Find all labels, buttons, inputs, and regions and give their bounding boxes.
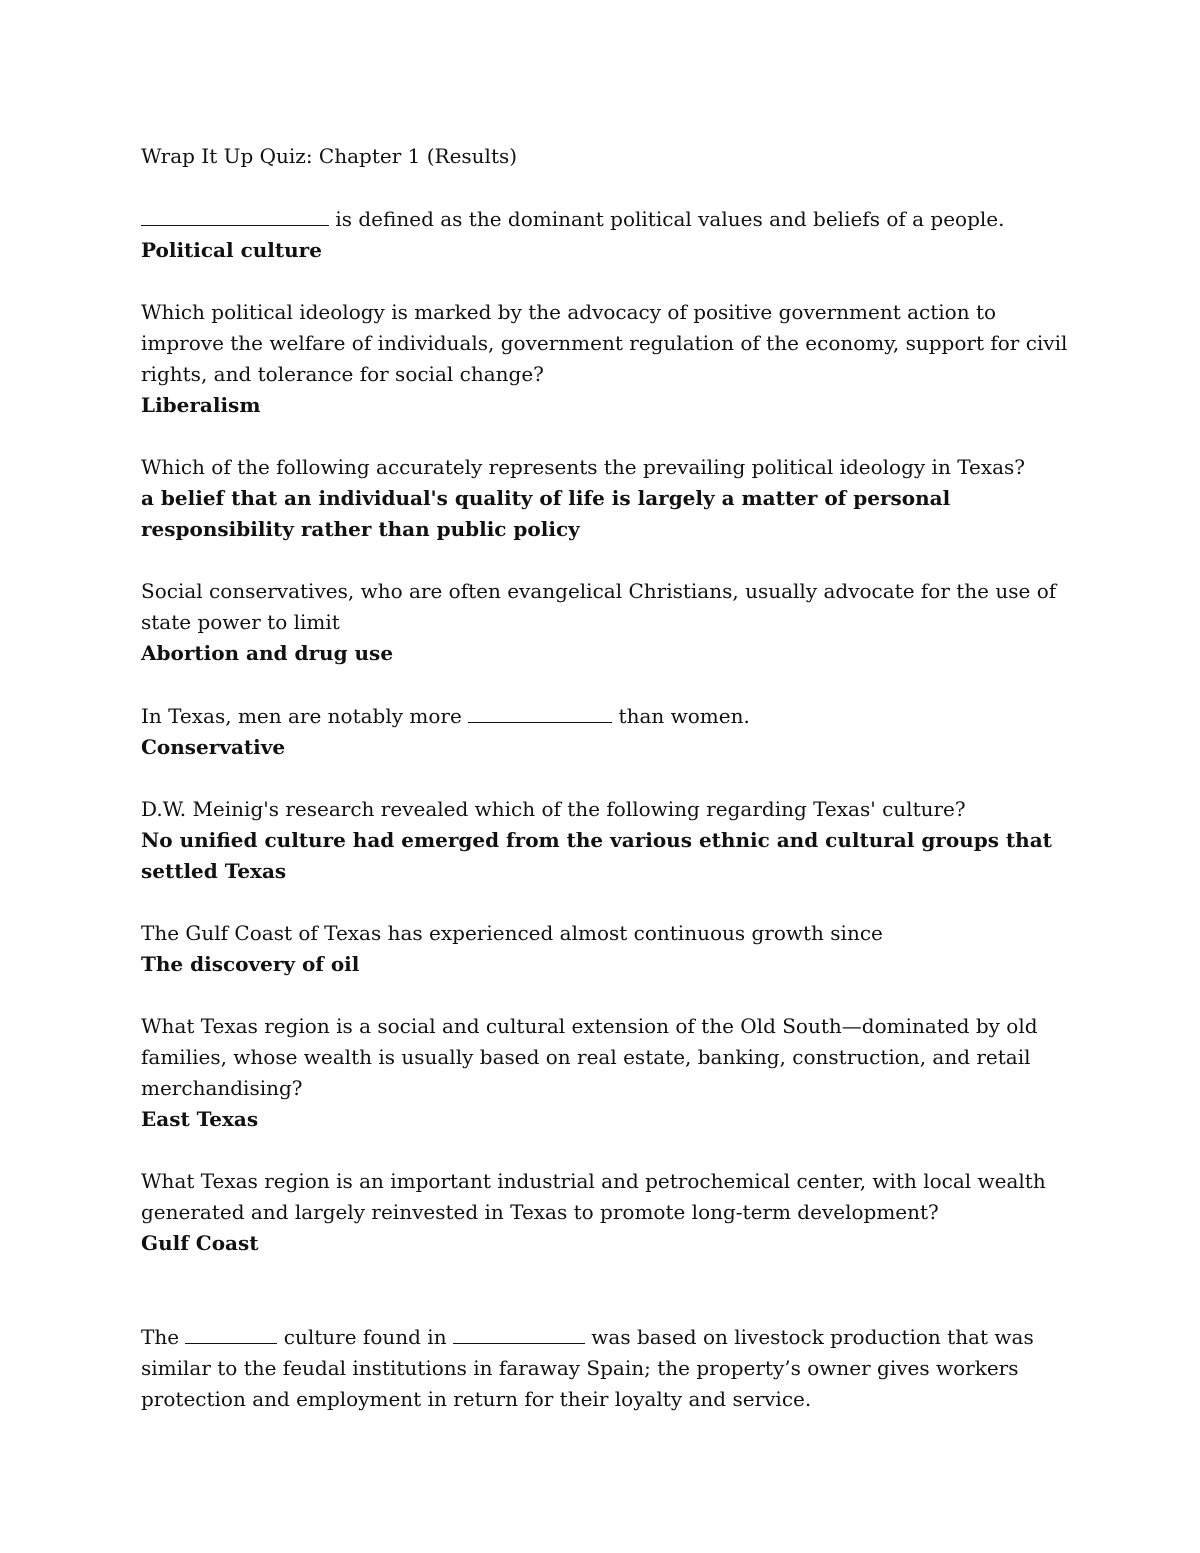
question-text: In Texas, men are notably more than women. [141, 700, 1071, 732]
answer-text: The discovery of oil [141, 952, 360, 976]
question-block-1 [141, 203, 1071, 266]
question-text: Which political ideology is marked by the advocacy of positive government action to improve the welfare of individuals, government regulation of the economy, support for civil rights, and tolerance for social change? [141, 300, 1068, 386]
answer-blank [453, 1321, 585, 1344]
question-text: Which of the following accurately represents the prevailing political ideology in Texas? [141, 455, 1026, 479]
question-block-8 [141, 1011, 1071, 1135]
question-block-4 [141, 576, 1071, 669]
question-text: The culture found in was based on livestock production that was similar to the feudal institutions in faraway Spain; the property’s owner gives workers protection and employment in return for their loyalty and service. [141, 1321, 1071, 1415]
answer-text: Liberalism [141, 393, 261, 417]
answer-text: Abortion and drug use [141, 641, 394, 665]
answer-blank [468, 700, 612, 723]
document-page [141, 141, 1071, 1446]
document-title: Wrap It Up Quiz: Chapter 1 (Results) [141, 144, 518, 168]
question-text: D.W. Meinig's research revealed which of the following regarding Texas' culture? [141, 797, 966, 821]
question-block-9 [141, 1166, 1071, 1259]
answer-text: East Texas [141, 1107, 259, 1131]
question-block-5 [141, 700, 1071, 763]
question-block-2 [141, 297, 1071, 421]
question-block-7 [141, 918, 1071, 980]
answer-blank [141, 203, 329, 226]
answer-text: No unified culture had emerged from the various ethnic and cultural groups that settled Texas [141, 828, 1052, 883]
answer-text: Political culture [141, 238, 322, 262]
question-text: The Gulf Coast of Texas has experienced almost continuous growth since [141, 921, 883, 945]
answer-text: Gulf Coast [141, 1231, 259, 1255]
answer-text: a belief that an individual's quality of life is largely a matter of personal responsibility rather than public policy [141, 486, 951, 541]
question-block-10 [141, 1321, 1071, 1415]
question-text: Social conservatives, who are often evangelical Christians, usually advocate for the use of state power to limit [141, 579, 1057, 634]
question-block-6 [141, 794, 1071, 887]
answer-blank [185, 1321, 277, 1344]
question-text: is defined as the dominant political values and beliefs of a people. [141, 203, 1071, 235]
spacer [141, 1290, 1071, 1321]
answer-text: Conservative [141, 735, 286, 759]
question-text: What Texas region is a social and cultural extension of the Old South—dominated by old families, whose wealth is usually based on real estate, banking, construction, and retail merchandising? [141, 1014, 1038, 1100]
question-text: What Texas region is an important industrial and petrochemical center, with local wealth generated and largely reinvested in Texas to promote long-term development? [141, 1169, 1046, 1224]
question-block-3 [141, 452, 1071, 545]
